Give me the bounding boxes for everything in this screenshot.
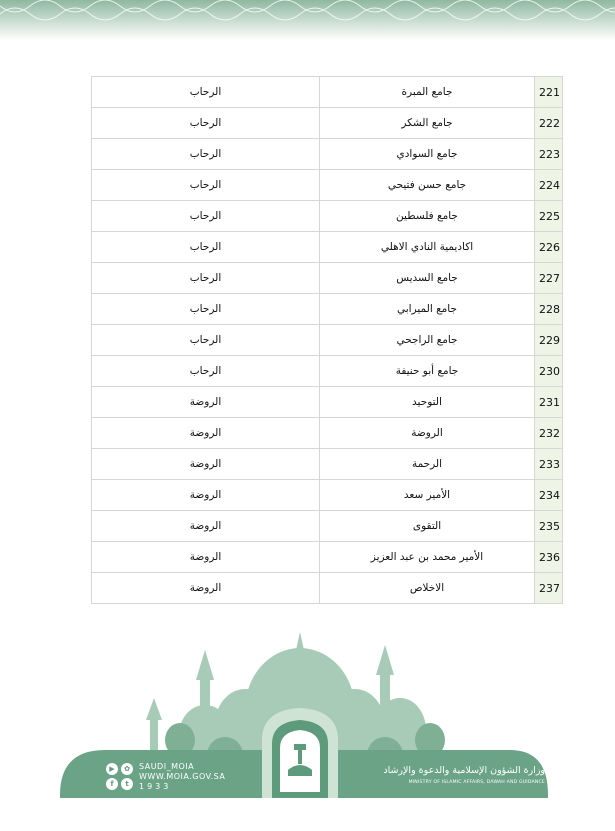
row-number-cell: 223 bbox=[535, 139, 563, 170]
twitter-icon[interactable]: t bbox=[121, 778, 133, 790]
area-cell: الروضة bbox=[92, 449, 320, 480]
area-cell: الروضة bbox=[92, 480, 320, 511]
table-row bbox=[92, 418, 563, 449]
website-link[interactable]: WWW.MOIA.GOV.SA bbox=[139, 772, 226, 781]
snapchat-icon[interactable]: ✿ bbox=[121, 763, 133, 775]
table-row bbox=[92, 511, 563, 542]
area-cell: الرحاب bbox=[92, 170, 320, 201]
area-cell: الرحاب bbox=[92, 356, 320, 387]
mosque-name-cell: جامع أبو حنيفة bbox=[320, 356, 535, 387]
table-row bbox=[92, 139, 563, 170]
row-number-cell: 226 bbox=[535, 232, 563, 263]
table-row bbox=[92, 573, 563, 604]
row-number-cell: 234 bbox=[535, 480, 563, 511]
row-number-cell: 231 bbox=[535, 387, 563, 418]
table-row bbox=[92, 480, 563, 511]
area-cell: الرحاب bbox=[92, 77, 320, 108]
area-cell: الرحاب bbox=[92, 108, 320, 139]
area-cell: الرحاب bbox=[92, 139, 320, 170]
row-number-cell: 225 bbox=[535, 201, 563, 232]
mosque-name-cell: جامع الميرابي bbox=[320, 294, 535, 325]
row-number-cell: 237 bbox=[535, 573, 563, 604]
table-row bbox=[92, 449, 563, 480]
mosque-name-cell: جامع فلسطين bbox=[320, 201, 535, 232]
area-cell: الروضة bbox=[92, 573, 320, 604]
row-number-cell: 236 bbox=[535, 542, 563, 573]
mosque-name-cell: جامع السديس bbox=[320, 263, 535, 294]
header-pattern bbox=[0, 0, 615, 40]
facebook-icon[interactable]: f bbox=[106, 778, 118, 790]
area-cell: الرحاب bbox=[92, 201, 320, 232]
table-row bbox=[92, 232, 563, 263]
contact-block bbox=[139, 762, 225, 792]
mosque-name-cell: الاخلاص bbox=[320, 573, 535, 604]
area-cell: الرحاب bbox=[92, 263, 320, 294]
row-number-cell: 224 bbox=[535, 170, 563, 201]
area-cell: الروضة bbox=[92, 542, 320, 573]
row-number-cell: 232 bbox=[535, 418, 563, 449]
row-number-cell: 233 bbox=[535, 449, 563, 480]
table-row bbox=[92, 356, 563, 387]
table-row bbox=[92, 263, 563, 294]
year-label: 1933 bbox=[139, 782, 172, 791]
mosque-name-cell: جامع الراجحي bbox=[320, 325, 535, 356]
mosque-name-cell: جامع حسن فتيحي bbox=[320, 170, 535, 201]
mosque-name-cell: الأمير محمد بن عبد العزيز bbox=[320, 542, 535, 573]
area-cell: الرحاب bbox=[92, 325, 320, 356]
mosque-name-cell: التوحيد bbox=[320, 387, 535, 418]
table-row bbox=[92, 294, 563, 325]
mosque-name-cell: الأمير سعد bbox=[320, 480, 535, 511]
mosque-name-cell: جامع الشكر bbox=[320, 108, 535, 139]
social-handle: SAUDI_MOIA bbox=[139, 762, 195, 771]
area-cell: الروضة bbox=[92, 418, 320, 449]
mosque-name-cell: جامع السوادي bbox=[320, 139, 535, 170]
footer-banner bbox=[0, 620, 615, 831]
table-row bbox=[92, 108, 563, 139]
youtube-icon[interactable]: ▶ bbox=[106, 763, 118, 775]
mosque-skyline-illustration bbox=[0, 620, 615, 831]
row-number-cell: 227 bbox=[535, 263, 563, 294]
row-number-cell: 230 bbox=[535, 356, 563, 387]
table-row bbox=[92, 387, 563, 418]
table-row bbox=[92, 201, 563, 232]
ministry-name-en: MINISTRY OF ISLAMIC AFFAIRS, DAWAH AND GUIDANCE bbox=[408, 780, 545, 785]
area-cell: الروضة bbox=[92, 511, 320, 542]
row-number-cell: 235 bbox=[535, 511, 563, 542]
mosque-name-cell: الرحمة bbox=[320, 449, 535, 480]
mosque-name-cell: التقوى bbox=[320, 511, 535, 542]
row-number-cell: 222 bbox=[535, 108, 563, 139]
area-cell: الرحاب bbox=[92, 294, 320, 325]
mosque-table bbox=[91, 76, 563, 604]
table-row bbox=[92, 325, 563, 356]
table-row bbox=[92, 170, 563, 201]
mosque-name-cell: الروضة bbox=[320, 418, 535, 449]
mosque-name-cell: جامع المبرة bbox=[320, 77, 535, 108]
table-row bbox=[92, 77, 563, 108]
ministry-name-ar: وزارة الشؤون الإسلامية والدعوة والإرشاد bbox=[383, 765, 545, 776]
row-number-cell: 221 bbox=[535, 77, 563, 108]
row-number-cell: 229 bbox=[535, 325, 563, 356]
social-icons bbox=[106, 763, 133, 790]
row-number-cell: 228 bbox=[535, 294, 563, 325]
mosque-name-cell: اكاديمية النادي الاهلي bbox=[320, 232, 535, 263]
table-row bbox=[92, 542, 563, 573]
area-cell: الرحاب bbox=[92, 232, 320, 263]
area-cell: الروضة bbox=[92, 387, 320, 418]
